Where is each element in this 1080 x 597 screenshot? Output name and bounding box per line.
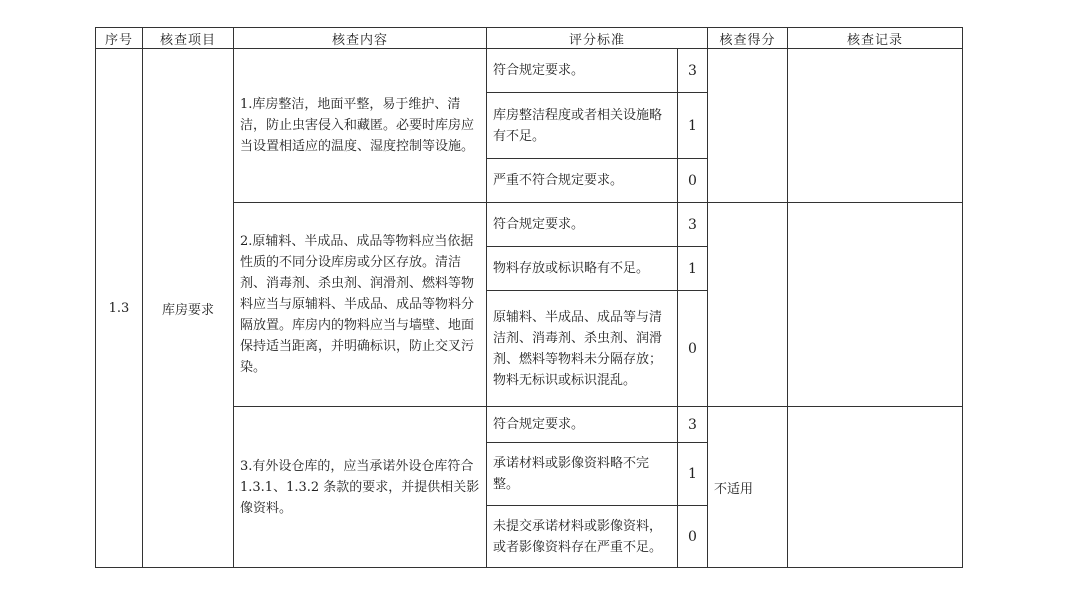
header-seq: 序号	[96, 28, 143, 49]
criteria-cell: 符合规定要求。	[487, 407, 678, 443]
header-item: 核查项目	[143, 28, 234, 49]
criteria-cell: 符合规定要求。	[487, 49, 678, 93]
result-cell	[708, 203, 788, 407]
score-value: 1	[678, 93, 708, 159]
result-cell: 不适用	[708, 407, 788, 568]
inspection-table	[95, 27, 963, 568]
score-value: 3	[678, 49, 708, 93]
header-record: 核查记录	[788, 28, 963, 49]
content-cell: 2.原辅料、半成品、成品等物料应当依据性质的不同分设库房或分区存放。清洁剂、消毒剂、杀虫剂、润滑剂、燃料等物料应当与原辅料、半成品、成品等物料分隔放置。库房内的物料应当与墙壁、地面保持适当距离，并明确标识，防止交叉污染。	[234, 203, 487, 407]
content-cell: 1.库房整洁，地面平整，易于维护、清洁，防止虫害侵入和藏匿。必要时库房应当设置相适应的温度、湿度控制等设施。	[234, 49, 487, 203]
criteria-cell: 承诺材料或影像资料略不完整。	[487, 443, 678, 506]
criteria-cell: 原辅料、半成品、成品等与清洁剂、消毒剂、杀虫剂、润滑剂、燃料等物料未分隔存放；物料无标识或标识混乱。	[487, 291, 678, 407]
score-value: 1	[678, 247, 708, 291]
header-criteria: 评分标准	[487, 28, 708, 49]
score-value: 0	[678, 159, 708, 203]
criteria-cell: 库房整洁程度或者相关设施略有不足。	[487, 93, 678, 159]
result-cell	[708, 49, 788, 203]
criteria-cell: 物料存放或标识略有不足。	[487, 247, 678, 291]
criteria-cell: 严重不符合规定要求。	[487, 159, 678, 203]
item-cell: 库房要求	[143, 49, 234, 568]
header-score: 核查得分	[708, 28, 788, 49]
record-cell	[788, 203, 963, 407]
score-value: 1	[678, 443, 708, 506]
score-value: 3	[678, 203, 708, 247]
seq-cell: 1.3	[96, 49, 143, 568]
criteria-cell: 未提交承诺材料或影像资料，或者影像资料存在严重不足。	[487, 506, 678, 568]
criteria-cell: 符合规定要求。	[487, 203, 678, 247]
record-cell	[788, 49, 963, 203]
score-value: 0	[678, 506, 708, 568]
record-cell	[788, 407, 963, 568]
score-value: 3	[678, 407, 708, 443]
header-content: 核查内容	[234, 28, 487, 49]
header-row	[96, 28, 963, 49]
content-cell: 3.有外设仓库的，应当承诺外设仓库符合 1.3.1、1.3.2 条款的要求，并提供相关影像资料。	[234, 407, 487, 568]
table-row	[96, 49, 963, 93]
score-value: 0	[678, 291, 708, 407]
